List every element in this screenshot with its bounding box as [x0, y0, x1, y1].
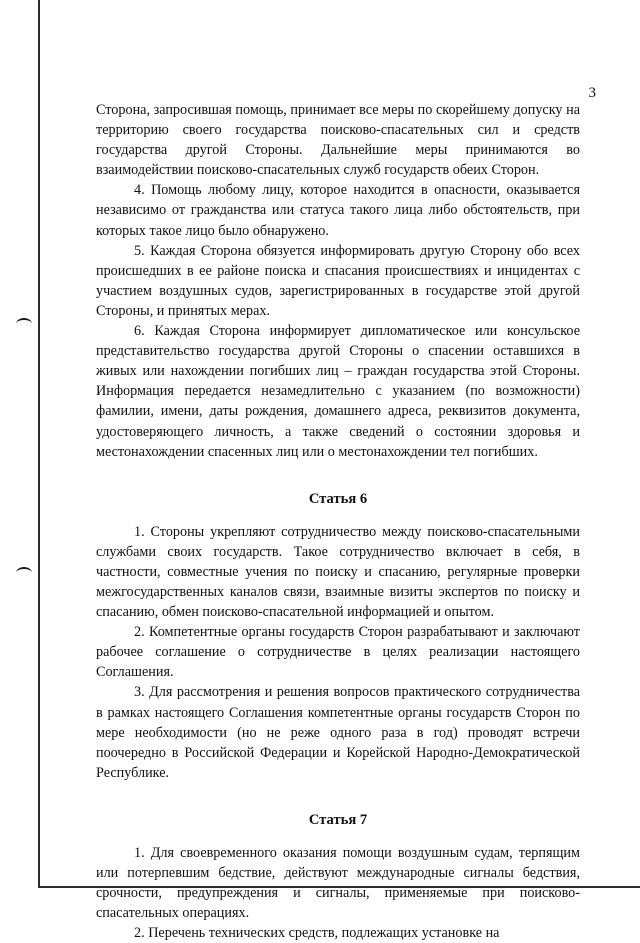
paragraph-item-4: 4. Помощь любому лицу, которое находится в опасности, оказывается независимо от гражданства или статуса такого лица либо обстоятельств, при которых такое лицо было обнаружено.: [96, 182, 580, 239]
article-7-paragraph-2: 2. Перечень технических средств, подлежащих установке на: [134, 925, 500, 942]
paragraph-continuation: Сторона, запросившая помощь, принимает все меры по скорейшему допуску на территорию своего государства поисково-спасательных сил и средств государства другой Стороны. Дальнейшие меры принимаются во взаимодействии поисково-спасательных служб государств обеих Сторон.: [96, 102, 580, 179]
page-number: 3: [588, 85, 596, 101]
article-6-paragraph-2: 2. Компетентные органы государств Сторон разрабатывают и заключают рабочее соглашение о сотрудничестве в целях реализации настоящего Соглашения.: [96, 624, 580, 681]
document-body: [96, 100, 580, 943]
article-6-paragraph-1: 1. Стороны укрепляют сотрудничество между поисково-спасательными службами своих государств. Такое сотрудничество включает в себя, в частности, совместные учения по поиску и спасанию, регулярные проверки межгосударственных каналов связи, взаимные визиты экспертов по поиску и спасанию, обмен поисково-спасательной информацией и опытом.: [96, 523, 580, 621]
binding-mark-bottom: [16, 567, 32, 579]
article-6-paragraph-3: 3. Для рассмотрения и решения вопросов практического сотрудничества в рамках настоящего Соглашения компетентные органы государств Сторон по мере необходимости (но не реже одного раза в год) проводят встречи поочередно в Российской Федерации и Корейской Народно-Демократической Республике.: [96, 684, 580, 781]
page-left-border: [38, 0, 40, 888]
paragraph-item-6: 6. Каждая Сторона информирует дипломатическое или консульское представительство государства другой Стороны о спасении оставшихся в живых или нахождении погибших лиц – граждан государства этой Стороны. Информация передается незамедлительно с указанием (по возможности) фамилии, имени, даты рождения, домашнего адреса, реквизитов документа, удостоверяющего личность, а также сведений о состоянии здоровья и местонахождении спасенных лиц или о местонахождении тел погибших.: [96, 323, 580, 460]
paragraph-item-5: 5. Каждая Сторона обязуется информировать другую Сторону обо всех происшедших в ее районе поиска и спасания происшествиях и инцидентах с участием воздушных судов, зарегистрированных в государстве этой другой Стороны, и принятых мерах.: [96, 242, 580, 319]
binding-mark-top: [16, 318, 32, 330]
article-7-heading: Статья 7: [308, 811, 368, 828]
article-7-paragraph-1: 1. Для своевременного оказания помощи воздушным судам, терпящим или потерпевшим бедствие, действуют международные сигналы бедствия, срочности, предупреждения и сигналы, применяемые при поисково-спасательных операциях.: [96, 844, 580, 922]
article-6-heading: Статья 6: [308, 490, 368, 507]
